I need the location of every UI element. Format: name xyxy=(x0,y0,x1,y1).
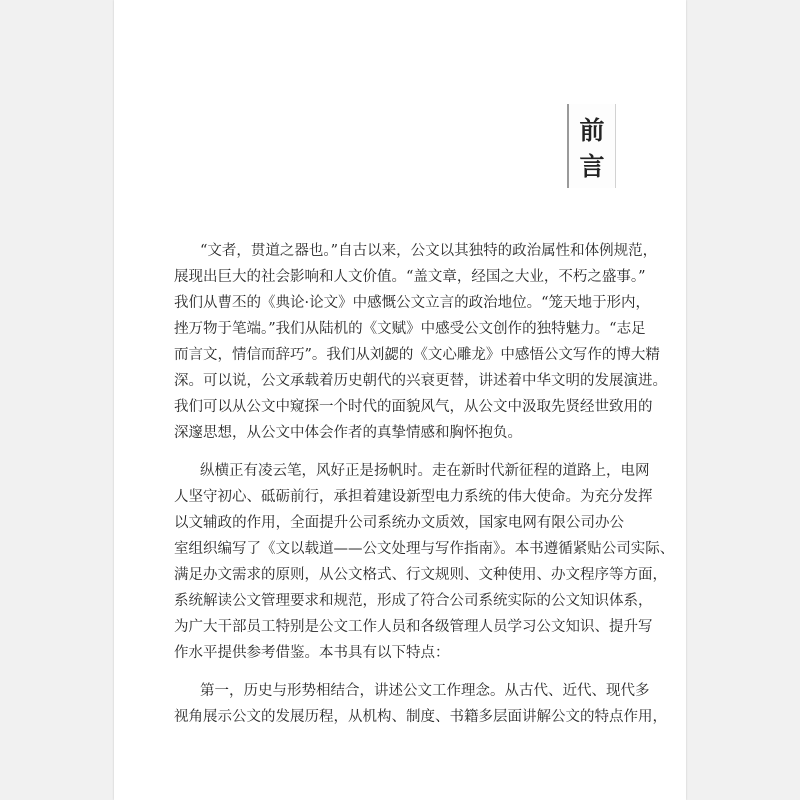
chapter-title-char-2: 言 xyxy=(579,152,605,181)
text-line: 而言文，情信而辞巧”。我们从刘勰的《文心雕龙》中感悟公文写作的博大精 xyxy=(174,347,660,363)
text-line: 人坚守初心、砥砺前行，承担着建设新型电力系统的伟大使命。为充分发挥 xyxy=(174,489,653,505)
text-line: 视角展示公文的发展历程，从机构、制度、书籍多层面讲解公文的特点作用， xyxy=(174,709,667,725)
text-line: 深。可以说，公文承载着历史朝代的兴衰更替，讲述着中华文明的发展演进。 xyxy=(174,373,667,389)
text-line: 我们从曹丕的《典论·论文》中感慨公文立言的政治地位。“笼天地于形内， xyxy=(174,295,651,311)
text-line: 展现出巨大的社会影响和人文价值。“盖文章，经国之大业，不朽之盛事。” xyxy=(174,269,646,285)
chapter-title-char-1: 前 xyxy=(579,116,605,145)
text-line: 纵横正有凌云笔，风好正是扬帆时。走在新时代新征程的道路上，电网 xyxy=(200,463,650,479)
text-line: 以文辅政的作用，全面提升公司系统办文质效，国家电网有限公司办公 xyxy=(174,515,624,531)
text-line: 满足办文需求的原则，从公文格式、行文规则、文种使用、办文程序等方面， xyxy=(174,567,667,583)
text-line: 作水平提供参考借鉴。本书具有以下特点： xyxy=(174,645,450,661)
text-line: 室组织编写了《文以载道——公文处理与写作指南》。本书遵循紧贴公司实际、 xyxy=(174,541,675,557)
text-line: 第一，历史与形势相结合，讲述公文工作理念。从古代、近代、现代多 xyxy=(200,683,650,699)
text-line: 挫万物于笔端。”我们从陆机的《文赋》中感受公文创作的独特魅力。“志足 xyxy=(174,321,646,337)
text-line: “文者，贯道之器也。”自古以来，公文以其独特的政治属性和体例规范， xyxy=(200,243,658,259)
text-line: 我们可以从公文中窥探一个时代的面貌风气，从公文中汲取先贤经世致用的 xyxy=(174,399,653,415)
text-line: 深邃思想，从公文中体会作者的真挚情感和胸怀抱负。 xyxy=(174,425,522,441)
text-line: 系统解读公文管理要求和规范，形成了符合公司系统实际的公文知识体系， xyxy=(174,593,653,609)
text-line: 为广大干部员工特别是公文工作人员和各级管理人员学习公文知识、提升写 xyxy=(174,619,653,635)
